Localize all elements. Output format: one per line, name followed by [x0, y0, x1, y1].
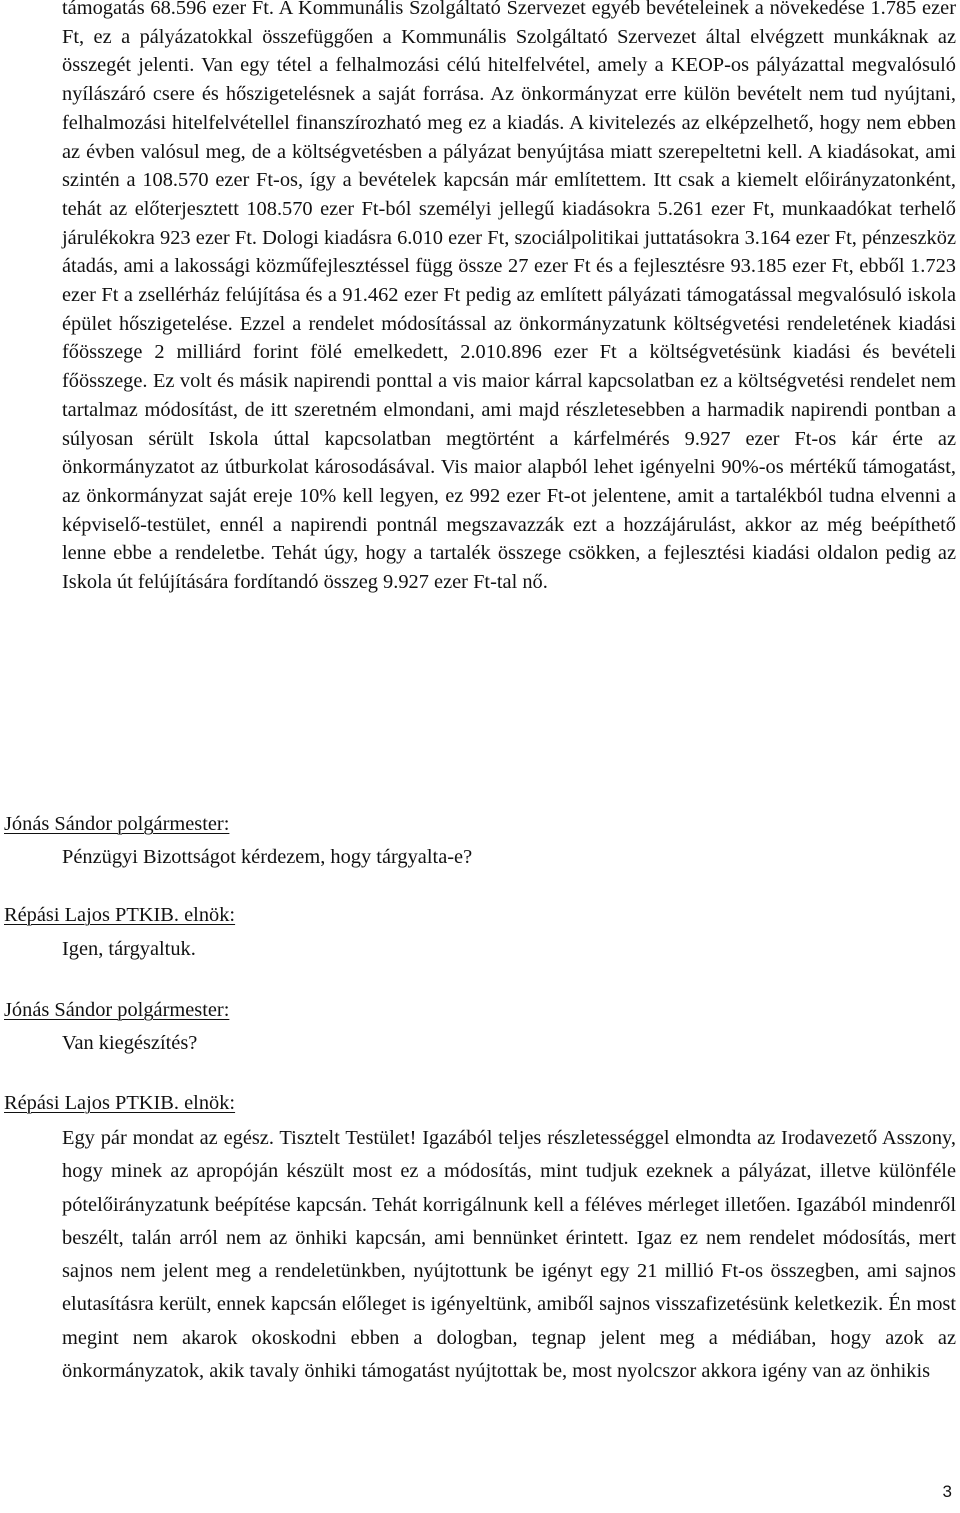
speaker-label-committee-chair: Répási Lajos PTKIB. elnök: — [4, 904, 236, 926]
speaker-label-mayor: Jónás Sándor polgármester: — [4, 999, 230, 1021]
speaker-label-mayor: Jónás Sándor polgármester: — [4, 813, 230, 835]
speaker-label-committee-chair: Répási Lajos PTKIB. elnök: — [4, 1092, 236, 1114]
utterance-chair-statement: Egy pár mondat az egész. Tisztelt Testület! Igazából teljes részletességgel elmondta az Irodavezető Asszony, hogy minek az apropóján készült most ez a módosítás, mint tudjuk ezeknek a pályázat, illetve különféle pótelőirányzatunk beépítése kapcsán. Tehát korrigálnunk kell a féléves mérleget illetően. Igazából mindenről beszélt, talán arról nem az önhiki kapcsán, ami bennünket érintett. Igaz ez nem rendelet módosítás, mert sajnos nem jelent meg a rendeletünkben, nyújtottunk be igényt egy 21 millió Ft-os összegben, ami sajnos elutasításra került, ennek kapcsán előleget is igényeltünk, amiből sajnos visszafizetésünk keletkezik. Én most megint nem akarok okoskodni ebben a dologban, tegnap jelent meg a médiában, hogy azok az önkormányzatok, akik tavaly önhiki támogatást nyújtottak be, most nyolcszor akkora igény van az önhikis — [62, 1127, 956, 1383]
utterance-chair-answer: Igen, tárgyaltuk. — [62, 938, 196, 960]
body-paragraph-budget-amendment: támogatás 68.596 ezer Ft. A Kommunális Szolgáltató Szervezet egyéb bevételeinek a növekedése 1.785 ezer Ft, ez a pályázatokkal összefüggően a Kommunális Szolgáltató Szervezet által elvégzett munkáknak az összegét jelenti. Van egy tétel a felhalmozási célú hitelfelvétel, amely a KEOP-os pályázattal megvalósuló nyílászáró csere és hőszigetelésnek a saját forrása. Az önkormányzat erre külön bevételt nem tud nyújtani, felhalmozási hitelfelvétellel finanszírozható meg ez a kiadás. A kivitelezés az elképzelhető, hogy nem ebben az évben valósul meg, de a költségvetésben a pályázat benyújtása miatt szerepeltetni kell. A kiadásokat, ami szintén a 108.570 ezer Ft-os, így a bevételek kapcsán már említettem. Itt csak a kiemelt előirányzatonként, tehát az előterjesztett 108.570 ezer Ft-ból személyi jellegű kiadásokra 5.261 ezer Ft, munkaadókat terhelő járulékokra 923 ezer Ft. Dologi kiadásra 6.010 ezer Ft, szociálpolitikai juttatásokra 3.164 ezer Ft, pénzeszköz átadás, ami a lakossági közműfejlesztéssel függ össze 27 ezer Ft és a fejlesztésre 93.185 ezer Ft, ebből 1.723 ezer Ft a zsellérház felújítása és a 91.462 ezer Ft pedig az említett pályázati támogatással megvalósuló iskola épület hőszigetelése. Ezzel a rendelet módosítással az önkormányzatunk költségvetési rendeletének kiadási főösszege 2 milliárd forint fölé emelkedett, 2.010.896 ezer Ft a költségvetésünk kiadási és bevételi főösszege. Ez volt és másik napirendi ponttal a vis maior kárral kapcsolatban ez a költségvetési rendelet nem tartalmaz módosítást, de itt szeretném elmondani, ami majd részletesebben a harmadik napirendi pontban a súlyosan sérült Iskola úttal kapcsolatban megtörtént a kárfelmérés 9.927 ezer Ft-os kár érte az önkormányzatot az útburkolat károsodásával. Vis maior alapból lehet igényelni 90%-os mértékű támogatást, az önkormányzat saját ereje 10% kell legyen, ez 992 ezer Ft-ot jelentene, amit a tartalékból tudna elvenni a képviselő-testület, ennél a napirendi pontnál megszavazzák ezt a hozzájárulást, akkor az még beépíthető lenne ebbe a rendeletbe. Tehát úgy, hogy a tartalék összege csökken, a fejlesztési kiadási oldalon pedig az Iskola út felújítására fordítandó összeg 9.927 ezer Ft-tal nő. — [62, 0, 956, 594]
page-number: 3 — [942, 1482, 952, 1501]
utterance-mayor-question: Pénzügyi Bizottságot kérdezem, hogy tárgyalta-e? — [62, 846, 473, 868]
utterance-mayor-followup: Van kiegészítés? — [62, 1032, 198, 1054]
